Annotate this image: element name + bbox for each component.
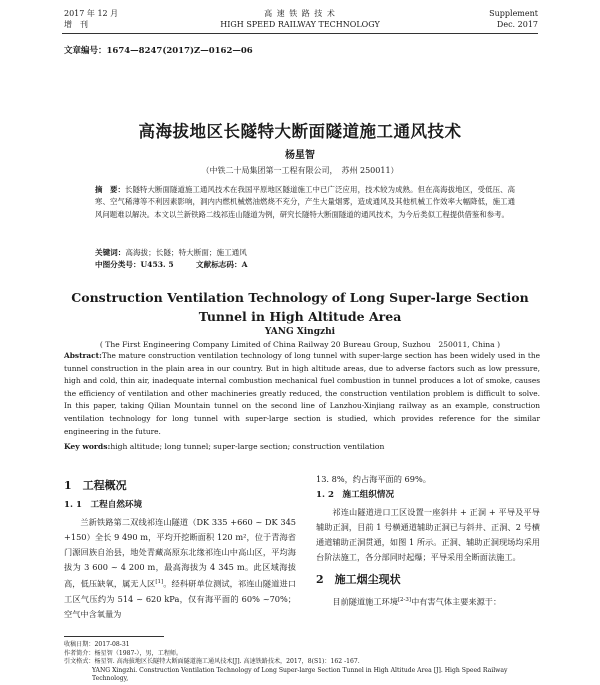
section-1-heading: 1 工程概况 [64, 479, 127, 492]
supplement-label: Supplement [489, 9, 538, 18]
section-2-paragraph [316, 593, 540, 610]
abstract-en-text: The mature construction ventilation technology of long tunnel with super-large section has been widely used in the tunnel construction in the plain area in our country. But in high altitude areas, due to adverse factors such as low pressure, high and cold, thin air, inadequate internal combustion mechanical fuel combustion in tunnel produces a lot of smoke, causes the efficiency of ventilation and other machineries greatly reduced, the construction ventilation problem is difficult to solve. In this paper, taking Qilian Mountain tunnel on the second line of Lanzhou-Xinjiang railway as an example, construction ventilation technology for long tunnel with super-large section is studied, which provides reference for the similar engineering in the future. [64, 351, 540, 436]
author-en: YANG Xingzhi [264, 327, 336, 337]
footnote [64, 641, 544, 684]
section-2-text-cont: 中有害气体主要来源于： [411, 597, 502, 608]
header-divider [62, 33, 538, 34]
body-right-column [316, 472, 540, 610]
abstract-en-label: Abstract: [64, 351, 102, 360]
paper-title-cn: 高海拔地区长隧特大断面隧道施工通风技术 [138, 122, 462, 141]
affiliation-cn: （中铁二十局集团第一工程有限公司， 苏州 250011） [201, 166, 399, 175]
journal-issue: 增 刊 [64, 20, 88, 29]
section-2-text: 目前隧道施工环境 [332, 597, 398, 608]
affiliation-en: ( The First Engineering Company Limited of China Railway 20 Bureau Group, Suzhou 250011, China ) [99, 340, 501, 349]
classification-cn [95, 259, 515, 271]
keywords-en-label: Key words: [64, 442, 111, 451]
supplement-date: Dec. 2017 [496, 20, 538, 29]
keywords-en [64, 441, 540, 453]
citation-1: [1] [155, 579, 164, 586]
author-bio: 作者简介：杨星智（1987-），男，工程师。 [64, 649, 183, 657]
citation-format-en: YANG Xingzhi. Construction Ventilation Technology of Long Super-large Section Tunnel in High Altitude Area [J]. High Speed Railway Technology, [92, 666, 508, 683]
citation-format-cn: 引文格式：杨星智. 高海拔地区长隧特大断面隧道施工通风技术[J]. 高速铁路技术，2017，8(S1)：162 -167. [64, 658, 360, 666]
journal-name-cn: 高 速 铁 路 技 术 [264, 9, 336, 18]
keywords-cn [95, 247, 515, 259]
keywords-cn-label: 关键词： [95, 248, 126, 257]
abstract-en [64, 350, 540, 438]
clc-number: 中图分类号：U453. 5 [95, 260, 174, 269]
journal-name-en: HIGH SPEED RAILWAY TECHNOLOGY [220, 20, 380, 29]
continued-paragraph: 13. 8%，约占海平面的 69%。 [316, 474, 431, 484]
author-cn: 杨星智 [285, 150, 315, 161]
journal-supplement [489, 8, 538, 30]
paper-title-en: Construction Ventilation Technology of Long Super-large Section Tunnel in High Altitude Area [71, 290, 529, 324]
abstract-cn-text: 长隧特大断面隧道施工通风技术在我国平原地区隧道施工中已广泛应用，技术较为成熟。但在高海拔地区，受低压、高寒、空气稀薄等不利因素影响，洞内内燃机械燃油燃烧不充分，产生大量烟雾，造成通风及其他机械工作效率大幅降低，施工通风问题难以解决。本文以兰新铁路二线祁连山隧道为例，研究长隧特大断面隧道的通风技术，为今后类似工程提供借鉴和参考。 [95, 185, 515, 219]
section-2-heading: 2 施工烟尘现状 [316, 573, 401, 587]
journal-date: 2017 年 12 月 [64, 9, 119, 18]
article-number: 文章编号：1674—8247(2017)Z—0162—06 [64, 46, 253, 56]
footnote-divider [64, 636, 164, 637]
section-1-2-paragraph: 祁连山隧道进口工区设置一座斜井 + 正洞 + 平导及平导辅助正洞，目前 1 号横通道辅助正洞已与斜井、正洞、2 号横通道辅助正洞贯通，如图 1 所示。正洞、辅助正洞现场均采用台阶法施工，各分部同时起爆；平导采用全断面法施工。 [316, 507, 540, 563]
keywords-cn-text: 高海拔；长隧；特大断面；施工通风 [125, 248, 247, 257]
document-code: 文献标志码：A [196, 260, 248, 269]
section-1-2-heading: 1. 2 施工组织情况 [316, 490, 395, 501]
section-1-1-text: 兰新铁路第二双线祁连山隧道（DK 335 +660 ~ DK 345 +150）全长 9 490 m，平均开挖断面积 120 m²，位于青海省门源回族自治县，地处青藏高原东北缘祁连山中高山区，平均海拔为 3 600 ~ 4 200 m，最高海拔为 4 345 m。此区域海拔高，低压缺氧，属无人区 [64, 517, 296, 590]
abstract-cn-label: 摘 要： [95, 185, 126, 194]
section-1-1-text-cont: 。经科研单位测试，祁连山隧道进口工区气压约为 514 ~ 620 kPa，仅有海平面的 60% ~70%；空气中含氧量为 [64, 579, 296, 620]
section-1-1-paragraph [64, 515, 296, 622]
citation-2-3: [2-3] [397, 597, 412, 604]
keywords-en-text: high altitude; long tunnel; super-large section; construction ventilation [110, 442, 385, 451]
abstract-cn [95, 184, 515, 221]
section-1-1-heading: 1. 1 工程自然环境 [64, 500, 143, 510]
received-date: 收稿日期：2017-08-31 [64, 641, 130, 648]
body-left-column [64, 476, 296, 622]
